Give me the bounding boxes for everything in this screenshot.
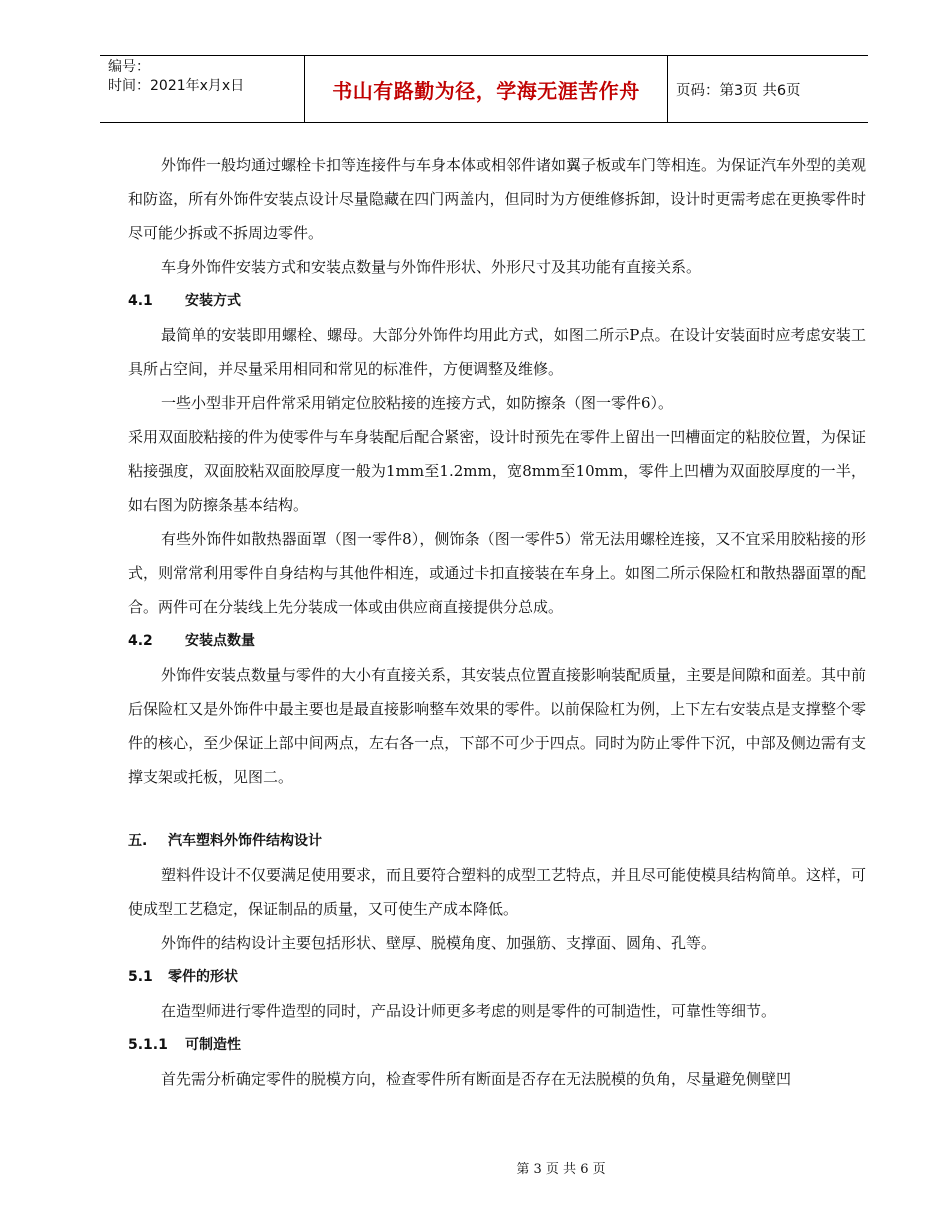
paragraph: 车身外饰件安装方式和安装点数量与外饰件形状、外形尺寸及其功能有直接关系。 xyxy=(161,258,702,276)
header-table xyxy=(100,55,868,123)
paragraph: 采用双面胶粘接的件为使零件与车身装配后配合紧密，设计时预先在零件上留出一凹槽面定的粘胶位置，为保证粘接强度，双面胶粘双面胶厚度一般为1mm至1.2mm，宽8mm至10mm，零件上凹槽为双面胶厚度的一半，如右图为防擦条基本结构。 xyxy=(128,428,866,514)
document-body xyxy=(128,148,866,1096)
section-heading-5-1 xyxy=(128,960,866,994)
header-meta-cell xyxy=(100,56,305,123)
chapter-number: 五. xyxy=(128,833,148,849)
paragraph: 一些小型非开启件常采用销定位胶粘接的连接方式，如防擦条（图一零件6）。 xyxy=(161,394,674,412)
section-number: 4.2 xyxy=(128,633,153,649)
header-motto: 书山有路勤为径，学海无涯苦作舟 xyxy=(305,56,668,123)
chapter-title: 汽车塑料外饰件结构设计 xyxy=(168,833,322,849)
section-heading-5-1-1 xyxy=(128,1028,866,1062)
section-title: 安装点数量 xyxy=(185,633,255,649)
header-page-info: 页码：第3页 共6页 xyxy=(668,56,869,123)
paragraph: 有些外饰件如散热器面罩（图一零件8），侧饰条（图一零件5）常无法用螺栓连接，又不宜采用胶粘接的形式，则常常利用零件自身结构与其他件相连，或通过卡扣直接装在车身上。如图二所示保险杠和散热器面罩的配合。两件可在分装线上先分装成一体或由供应商直接提供分总成。 xyxy=(128,530,866,616)
paragraph: 塑料件设计不仅要满足使用要求，而且要符合塑料的成型工艺特点，并且尽可能使模具结构简单。这样，可使成型工艺稳定，保证制品的质量，又可使生产成本降低。 xyxy=(128,866,867,918)
section-title: 安装方式 xyxy=(185,293,241,309)
paragraph: 在造型师进行零件造型的同时，产品设计师更多考虑的则是零件的可制造性，可靠性等细节。 xyxy=(161,1002,777,1020)
section-title: 零件的形状 xyxy=(168,969,238,985)
date-label: 时间：2021年x月x日 xyxy=(108,78,245,94)
section-heading-4-2 xyxy=(128,624,866,658)
paragraph: 外饰件一般均通过螺栓卡扣等连接件与车身本体或相邻件诸如翼子板或车门等相连。为保证汽车外型的美观和防盗，所有外饰件安装点设计尽量隐藏在四门两盖内，但同时为方便维修拆卸，设计时更需考虑在更换零件时尽可能少拆或不拆周边零件。 xyxy=(128,156,867,242)
section-number: 5.1 xyxy=(128,969,153,985)
paragraph: 首先需分析确定零件的脱模方向，检查零件所有断面是否存在无法脱模的负角，尽量避免侧壁凹 xyxy=(161,1070,792,1088)
section-heading-4-1 xyxy=(128,284,866,318)
paragraph: 最简单的安装即用螺栓、螺母。大部分外饰件均用此方式，如图二所示P点。在设计安装面时应考虑安装工具所占空间，并尽量采用相同和常见的标准件，方便调整及维修。 xyxy=(128,326,866,378)
page-footer: 第 3 页 共 6 页 xyxy=(516,1162,606,1177)
section-title: 可制造性 xyxy=(185,1037,241,1053)
paragraph: 外饰件安装点数量与零件的大小有直接关系，其安装点位置直接影响装配质量，主要是间隙和面差。其中前后保险杠又是外饰件中最主要也是最直接影响整车效果的零件。以前保险杠为例，上下左右安装点是支撑整个零件的核心，至少保证上部中间两点，左右各一点，下部不可少于四点。同时为防止零件下沉，中部及侧边需有支撑支架或托板，见图二。 xyxy=(128,666,867,786)
paragraph: 外饰件的结构设计主要包括形状、壁厚、脱模角度、加强筋、支撑面、圆角、孔等。 xyxy=(161,934,717,952)
serial-number-label: 编号： xyxy=(108,59,150,75)
section-number: 5.1.1 xyxy=(128,1037,168,1053)
section-gap xyxy=(128,794,866,824)
chapter-heading-5 xyxy=(128,824,866,858)
section-number: 4.1 xyxy=(128,293,153,309)
